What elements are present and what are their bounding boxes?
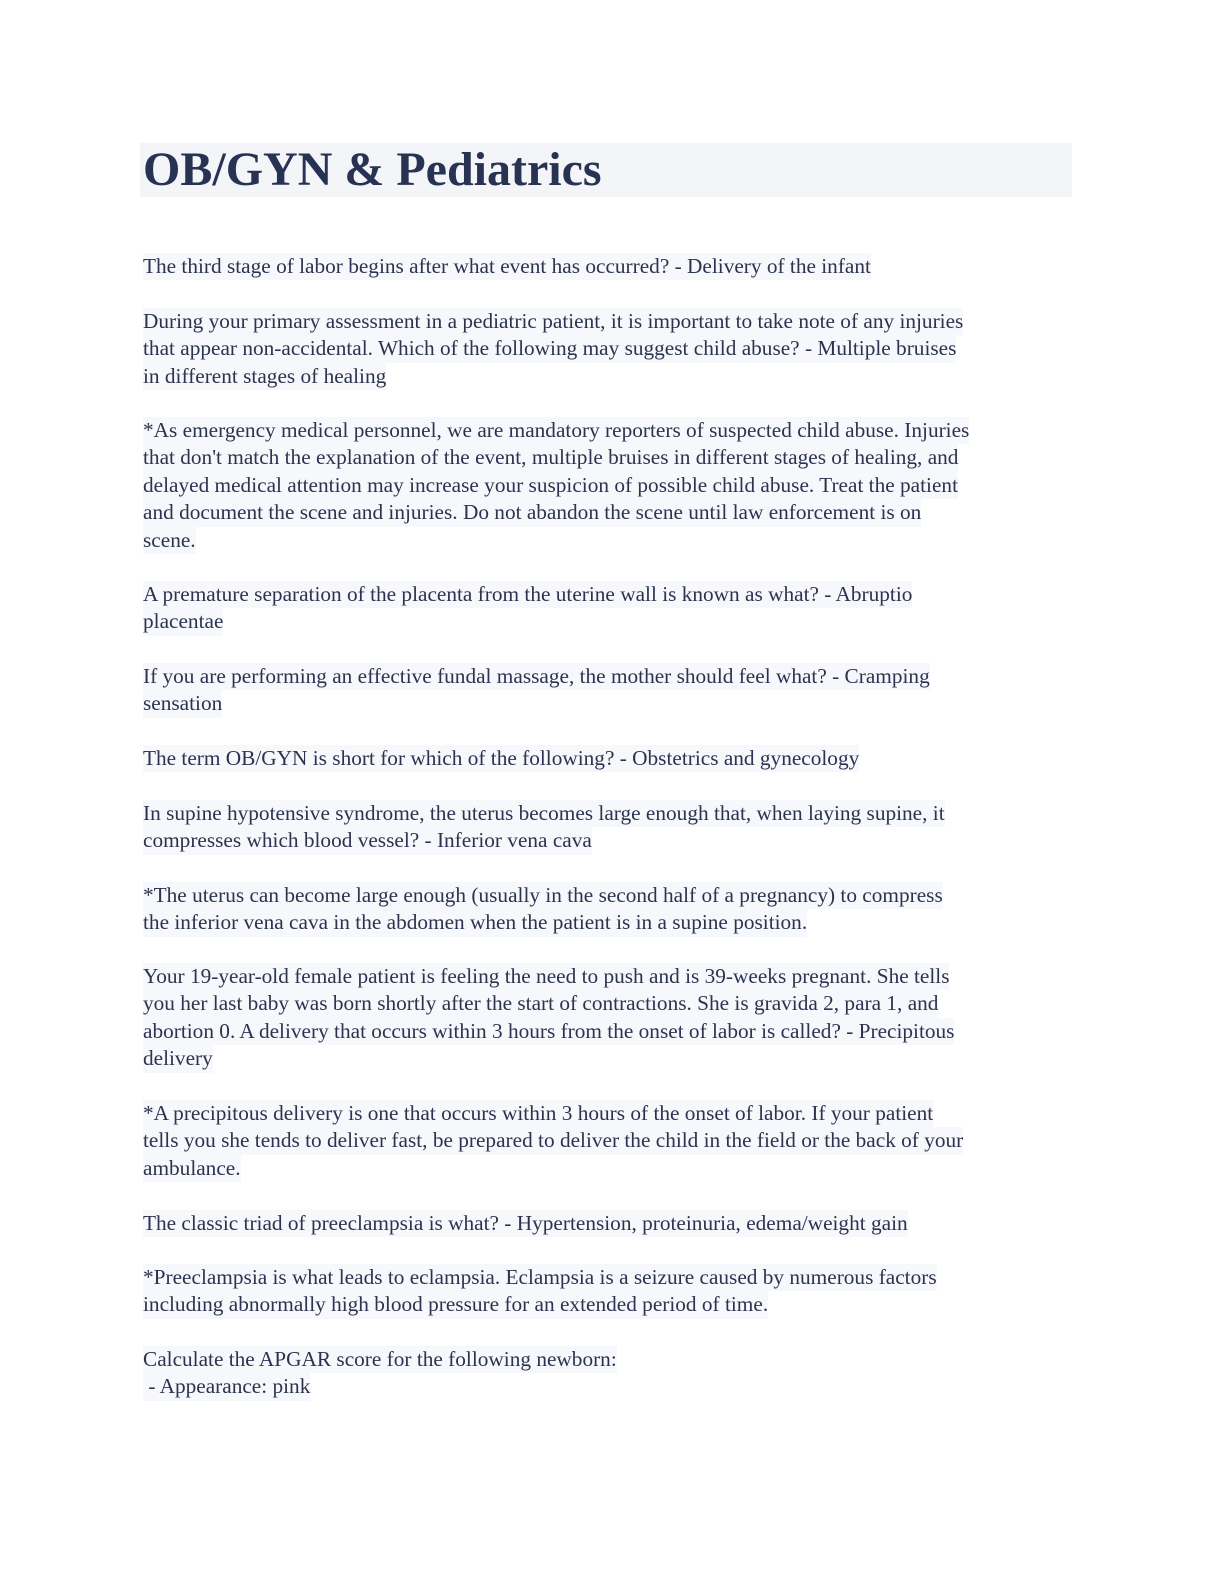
- text-line: sensation: [143, 690, 222, 717]
- text-line: If you are performing an effective fundal massage, the mother should feel what? - Cramping: [143, 663, 930, 690]
- text-line: *As emergency medical personnel, we are mandatory reporters of suspected child abuse. Injuries: [143, 417, 969, 444]
- question-apgar-score: [143, 1346, 617, 1401]
- text-line: placentae: [143, 608, 223, 635]
- text-line: including abnormally high blood pressure for an extended period of time.: [143, 1291, 768, 1318]
- text-line: in different stages of healing: [143, 363, 386, 390]
- text-line: The third stage of labor begins after what event has occurred? - Delivery of the infant: [143, 253, 871, 280]
- question-third-stage-of-labor: [143, 253, 871, 280]
- question-precipitous-delivery: [143, 963, 954, 1073]
- question-abruptio-placentae: [143, 581, 912, 636]
- text-line: The classic triad of preeclampsia is what? - Hypertension, proteinuria, edema/weight gain: [143, 1210, 908, 1237]
- text-line: and document the scene and injuries. Do not abandon the scene until law enforcement is on: [143, 499, 921, 526]
- text-line: delayed medical attention may increase your suspicion of possible child abuse. Treat the patient: [143, 472, 958, 499]
- note-supine-hypotensive: [143, 882, 943, 937]
- note-child-abuse: [143, 417, 969, 554]
- text-line: Your 19-year-old female patient is feeling the need to push and is 39-weeks pregnant. She tells: [143, 963, 949, 990]
- text-line: *Preeclampsia is what leads to eclampsia. Eclampsia is a seizure caused by numerous factors: [143, 1264, 937, 1291]
- text-line: that appear non-accidental. Which of the following may suggest child abuse? - Multiple bruises: [143, 335, 956, 362]
- text-line: - Appearance: pink: [143, 1373, 310, 1400]
- text-line: During your primary assessment in a pediatric patient, it is important to take note of any injuries: [143, 308, 963, 335]
- text-line: you her last baby was born shortly after the start of contractions. She is gravida 2, para 1, and: [143, 990, 938, 1017]
- text-line: the inferior vena cava in the abdomen when the patient is in a supine position.: [143, 909, 807, 936]
- question-child-abuse: [143, 308, 963, 390]
- question-preeclampsia-triad: [143, 1210, 908, 1237]
- page-title: OB/GYN & Pediatrics: [143, 143, 602, 196]
- text-line: ambulance.: [143, 1155, 241, 1182]
- text-line: Calculate the APGAR score for the following newborn:: [143, 1346, 617, 1373]
- question-supine-hypotensive: [143, 800, 945, 855]
- question-fundal-massage: [143, 663, 930, 718]
- text-line: The term OB/GYN is short for which of the following? - Obstetrics and gynecology: [143, 745, 859, 772]
- text-line: *The uterus can become large enough (usually in the second half of a pregnancy) to compress: [143, 882, 943, 909]
- text-line: that don't match the explanation of the event, multiple bruises in different stages of healing, and: [143, 444, 958, 471]
- text-line: A premature separation of the placenta from the uterine wall is known as what? - Abruptio: [143, 581, 912, 608]
- text-line: In supine hypotensive syndrome, the uterus becomes large enough that, when laying supine, it: [143, 800, 945, 827]
- text-line: scene.: [143, 527, 196, 554]
- text-line: compresses which blood vessel? - Inferior vena cava: [143, 827, 592, 854]
- text-line: abortion 0. A delivery that occurs within 3 hours from the onset of labor is called? - Precipitous: [143, 1018, 954, 1045]
- text-line: tells you she tends to deliver fast, be prepared to deliver the child in the field or the back of your: [143, 1127, 963, 1154]
- text-line: delivery: [143, 1045, 213, 1072]
- note-precipitous-delivery: [143, 1100, 963, 1182]
- question-ob-gyn-term: [143, 745, 859, 772]
- text-line: *A precipitous delivery is one that occurs within 3 hours of the onset of labor. If your patient: [143, 1100, 933, 1127]
- note-preeclampsia: [143, 1264, 937, 1319]
